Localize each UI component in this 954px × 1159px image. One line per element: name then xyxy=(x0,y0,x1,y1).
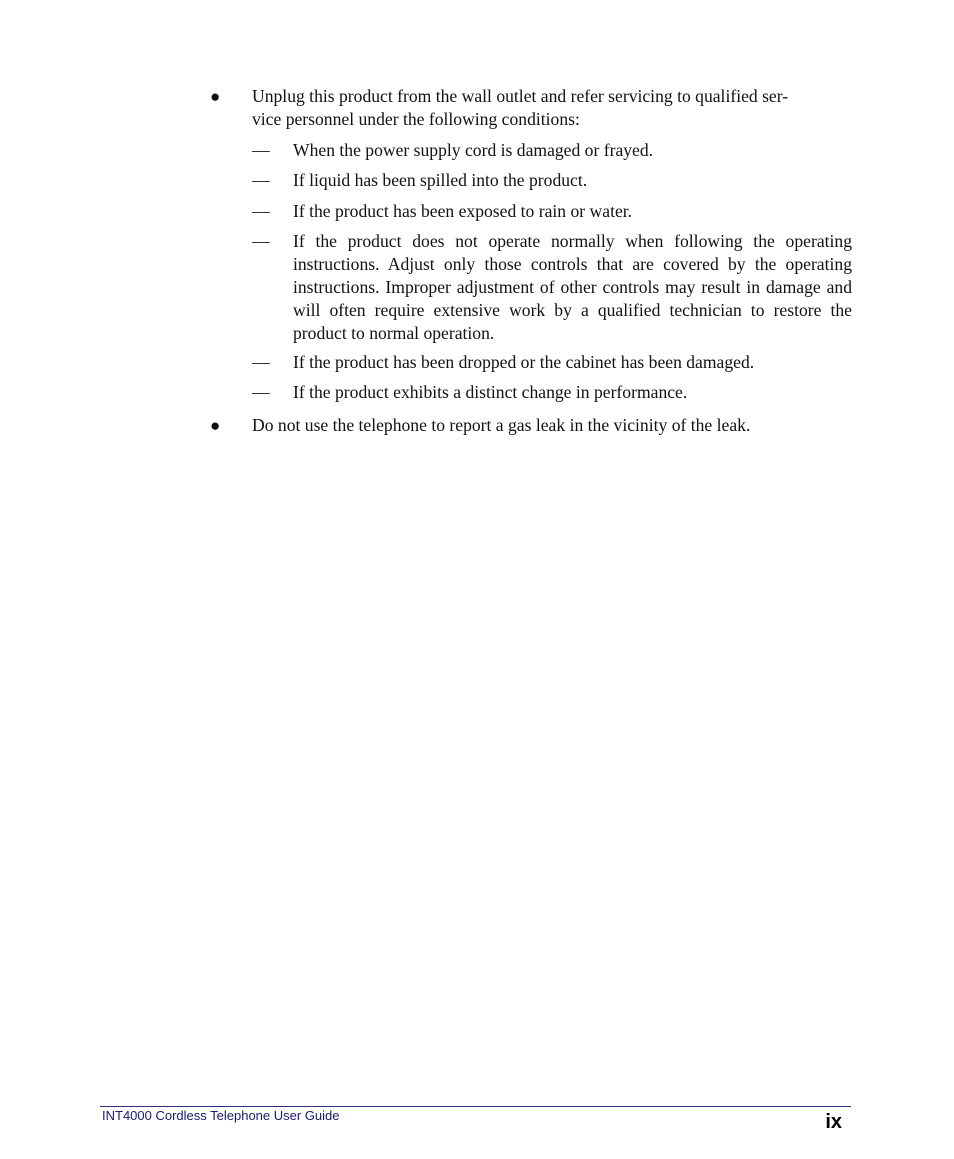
sub-item-liquid xyxy=(252,169,852,192)
dash-icon: — xyxy=(252,382,270,402)
dash-icon: — xyxy=(252,140,270,160)
sub-item-operate-abnormally xyxy=(252,230,852,345)
sub-item-dropped xyxy=(252,351,852,374)
sub-item-rain xyxy=(252,200,852,223)
footer-title: INT4000 Cordless Telephone User Guide xyxy=(102,1108,340,1123)
sub-item-text: If the product exhibits a distinct change in performance. xyxy=(293,382,688,402)
dash-icon: — xyxy=(252,201,270,221)
bullet-icon: ● xyxy=(210,87,221,106)
sub-item-text: If liquid has been spilled into the product. xyxy=(293,170,588,190)
bullet-item-gas-leak xyxy=(210,414,852,437)
bullet-text: Unplug this product from the wall outlet and refer servicing to qualified ser- vice personnel under the following conditions: xyxy=(252,86,789,129)
dash-icon: — xyxy=(252,170,270,190)
sub-item-performance xyxy=(252,381,852,404)
page-number: ix xyxy=(825,1111,842,1133)
sub-item-power-cord xyxy=(252,139,852,162)
sub-item-text: If the product has been exposed to rain or water. xyxy=(293,201,633,221)
bullet-item-unplug xyxy=(210,85,852,131)
footer-rule xyxy=(100,1106,851,1107)
bullet-text: Do not use the telephone to report a gas leak in the vicinity of the leak. xyxy=(252,415,751,435)
sub-item-text: If the product has been dropped or the cabinet has been damaged. xyxy=(293,352,755,372)
dash-icon: — xyxy=(252,231,270,251)
dash-icon: — xyxy=(252,352,270,372)
sub-item-text: When the power supply cord is damaged or frayed. xyxy=(293,140,654,160)
sub-item-text: If the product does not operate normally when following the operating instructions. Adjust only those controls that are covered by the operating instructions. Improper adjustment of other controls may result in damage and will often require extensive work by a qualified technician to restore the product to normal operation. xyxy=(293,231,852,343)
bullet-icon: ● xyxy=(210,416,221,435)
